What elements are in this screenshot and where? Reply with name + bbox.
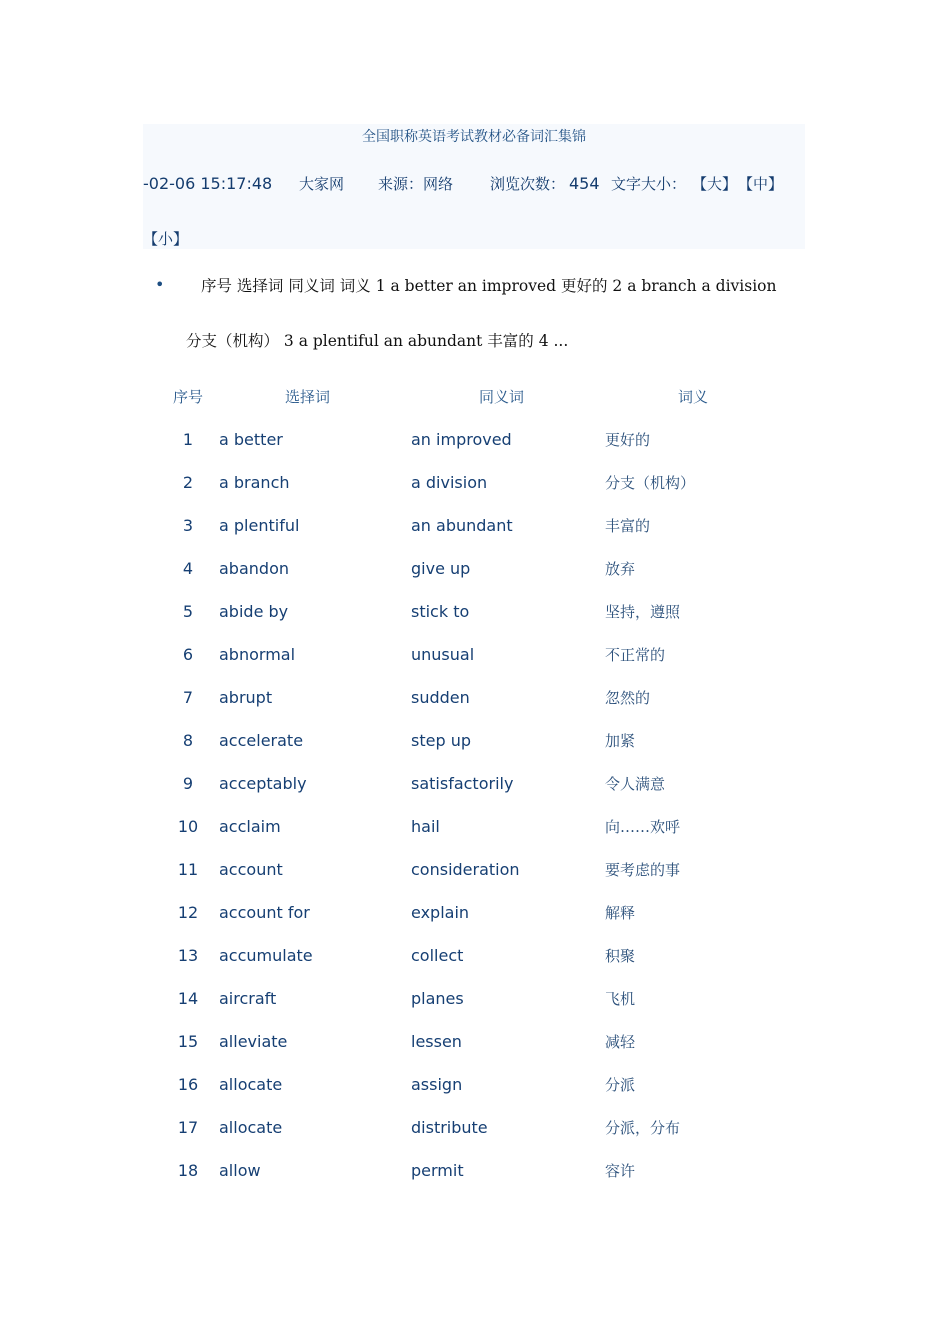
row-synonym: consideration [411,860,520,879]
header-synonym: 同义词 [479,388,525,406]
row-synonym: an abundant [411,516,513,535]
row-number: 18 [177,1161,199,1180]
row-meaning: 要考虑的事 [605,861,681,879]
source-label: 来源：网络 [378,175,454,193]
table-row [160,857,800,900]
row-synonym: unusual [411,645,475,664]
row-synonym: an improved [411,430,512,449]
publish-datetime: -02-06 15:17:48 [143,174,273,193]
views-label: 浏览次数： [490,175,566,193]
row-synonym: sudden [411,688,470,707]
row-word: allocate [219,1075,283,1094]
article-meta [143,172,843,196]
font-size-medium-link[interactable]: 【中】 [738,175,784,193]
row-word: a branch [219,473,290,492]
row-meaning: 令人满意 [605,775,666,793]
row-number: 8 [182,731,194,750]
table-row [160,427,800,470]
table-row [160,642,800,685]
row-word: acceptably [219,774,307,793]
row-word: allocate [219,1118,283,1137]
article-summary: 序号 选择词 同义词 词义 1 a better an improved 更好的 2 a branch a division 分支（机构） 3 a plentiful an abundant 丰富的 4 ... [186,277,777,350]
table-row [160,685,800,728]
table-row [160,470,800,513]
row-word: a better [219,430,283,449]
row-number: 17 [177,1118,199,1137]
table-row [160,814,800,857]
row-meaning: 向……欢呼 [605,818,681,836]
row-synonym: assign [411,1075,463,1094]
header-word: 选择词 [285,388,331,406]
table-row [160,943,800,986]
header-number: 序号 [172,388,203,406]
table-row [160,771,800,814]
row-meaning: 坚持，遵照 [605,603,681,621]
header-meaning: 词义 [678,388,709,406]
font-size-large-link[interactable]: 【大】 [692,175,738,193]
row-word: accelerate [219,731,304,750]
row-word: account [219,860,283,879]
row-word: alleviate [219,1032,288,1051]
row-synonym: lessen [411,1032,462,1051]
row-number: 6 [182,645,194,664]
row-meaning: 更好的 [605,431,651,449]
row-synonym: planes [411,989,464,1008]
row-meaning: 积聚 [605,947,636,965]
table-row [160,986,800,1029]
row-number: 10 [177,817,199,836]
row-word: account for [219,903,310,922]
row-number: 3 [182,516,194,535]
table-row [160,599,800,642]
row-synonym: collect [411,946,464,965]
row-word: allow [219,1161,261,1180]
row-synonym: satisfactorily [411,774,514,793]
row-number: 15 [177,1032,199,1051]
row-synonym: distribute [411,1118,488,1137]
vocabulary-table [160,384,800,1201]
row-meaning: 减轻 [605,1033,636,1051]
views-count: 454 [569,174,600,193]
row-word: aircraft [219,989,277,1008]
row-synonym: hail [411,817,440,836]
font-size-small-link[interactable]: 【小】 [143,230,189,248]
row-synonym: step up [411,731,471,750]
row-number: 16 [177,1075,199,1094]
row-number: 13 [177,946,199,965]
table-row [160,1072,800,1115]
row-number: 9 [182,774,194,793]
bullet-icon: • [155,275,165,294]
page-title: 全国职称英语考试教材必备词汇集锦 [362,129,586,145]
row-word: acclaim [219,817,281,836]
table-row [160,1115,800,1158]
row-number: 11 [177,860,199,879]
row-meaning: 丰富的 [605,517,651,535]
row-meaning: 解释 [605,904,636,922]
table-header [160,384,800,427]
row-meaning: 分派，分布 [605,1119,681,1137]
row-word: abide by [219,602,289,621]
row-meaning: 加紧 [605,732,636,750]
table-row [160,1158,800,1201]
row-synonym: permit [411,1161,464,1180]
row-synonym: stick to [411,602,470,621]
table-row [160,1029,800,1072]
row-meaning: 忽然的 [605,689,651,707]
row-number: 1 [182,430,194,449]
row-synonym: give up [411,559,471,578]
row-meaning: 分派 [605,1076,636,1094]
row-synonym: a division [411,473,488,492]
row-meaning: 放弃 [605,560,636,578]
row-synonym: explain [411,903,470,922]
row-number: 2 [182,473,194,492]
table-row [160,728,800,771]
row-number: 5 [182,602,194,621]
row-meaning: 不正常的 [605,646,666,664]
row-word: abnormal [219,645,296,664]
row-word: accumulate [219,946,313,965]
table-row [160,900,800,943]
table-row [160,556,800,599]
row-number: 14 [177,989,199,1008]
font-size-label: 文字大小： [611,175,687,193]
row-word: abandon [219,559,289,578]
row-number: 12 [177,903,199,922]
row-word: abrupt [219,688,273,707]
row-number: 4 [182,559,194,578]
table-row [160,513,800,556]
site-name: 大家网 [299,175,345,193]
row-meaning: 飞机 [605,990,636,1008]
row-word: a plentiful [219,516,300,535]
row-number: 7 [182,688,194,707]
row-meaning: 分支（机构） [605,474,696,492]
row-meaning: 容许 [605,1162,636,1180]
